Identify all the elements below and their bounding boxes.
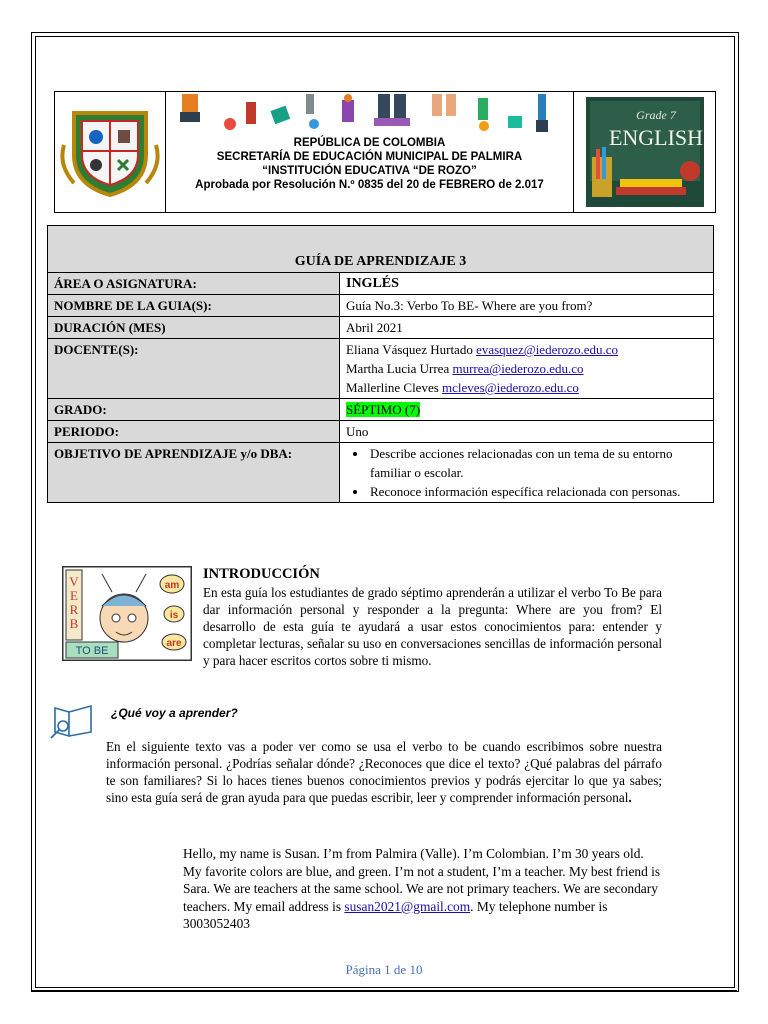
teachers-label: DOCENTE(S): xyxy=(48,339,340,399)
bubble-is: is xyxy=(169,610,179,621)
school-crest-icon xyxy=(60,105,160,199)
intro-title: INTRODUCCIÓN xyxy=(203,566,320,582)
header-line-1: REPÚBLICA DE COLOMBIA xyxy=(293,137,446,149)
institution-header xyxy=(54,91,716,213)
teacher-name: Mallerline Cleves xyxy=(346,380,439,395)
objective-item: • Reconoce información específica relacionada con personas. xyxy=(368,482,707,501)
open-book-icon xyxy=(47,702,95,740)
badge-subject: ENGLISH xyxy=(608,125,703,150)
bubble-am: am xyxy=(164,580,180,591)
objectives-cell xyxy=(340,443,714,503)
to-be-label: TO BE xyxy=(75,645,109,657)
duration-label: DURACIÓN (MES) xyxy=(48,317,340,339)
bubble-are: are xyxy=(166,638,182,649)
reading-text-after: . My telephone number is 3003052403 xyxy=(183,898,608,931)
guide-info-table xyxy=(47,225,714,503)
teacher-name: Eliana Vásquez Hurtado xyxy=(346,342,473,357)
header-line-4: Aprobada por Resolución N.º 0835 del 20 de FEBRERO de 2.017 xyxy=(195,179,544,191)
verb-letters: V E R B xyxy=(69,574,79,631)
learn-text-end: . xyxy=(628,790,632,805)
chalkboard-image xyxy=(586,97,704,207)
learn-text xyxy=(106,738,662,806)
period-value: Uno xyxy=(340,421,714,443)
school-crest xyxy=(55,92,166,212)
objective-label: OBJETIVO DE APRENDIZAJE y/o DBA: xyxy=(48,443,340,503)
guide-name-value: Guía No.3: Verbo To BE- Where are you from? xyxy=(340,295,714,317)
header-line-3: “INSTITUCIÓN EDUCATIVA “DE ROZO” xyxy=(262,165,477,177)
grade-label: GRADO: xyxy=(48,399,340,421)
area-label: ÁREA O ASIGNATURA: xyxy=(48,273,340,295)
intro-text: En esta guía los estudiantes de grado séptimo aprenderán a utilizar el verbo To Be para dar información personal y responder a la pregunta: Where are you from? El desarrollo de esta guía te ayudará a usar estos conocimientos para: entender y completar lecturas, señalar su uso en conversaciones sencillas de información personal y para hacer escritos cortos sobre ti mismo. xyxy=(203,585,662,668)
learn-title: ¿Qué voy a aprender? xyxy=(111,706,238,720)
learn-text-body: En el siguiente texto vas a poder ver como se usa el verbo to be cuando escribimos sobre nuestra información personal. ¿Podrías señalar dónde? ¿Reconoces que dice el texto? ¿Qué palabras del párrafo te son familiares? Si lo haces tienes buenos conocimientos previos y podrás ejercitar lo que ya sabes; sino esta guía será de gran ayuda para que puedas escribir, leer y comprender información personal xyxy=(106,739,662,805)
teacher-name: Martha Lucia Urrea xyxy=(346,361,450,376)
teacher-row xyxy=(346,378,707,397)
guide-name-label: NOMBRE DE LA GUIA(S): xyxy=(48,295,340,317)
page-border-bottom xyxy=(31,990,737,992)
grade-value: SÉPTIMO (7) xyxy=(346,402,421,417)
teacher-email-link[interactable]: evasquez@iederozo.edu.co xyxy=(476,342,618,357)
verb-to-be-illustration xyxy=(62,566,192,661)
page-number: Página 1 de 10 xyxy=(345,962,423,977)
period-label: PERIODO: xyxy=(48,421,340,443)
teacher-row xyxy=(346,359,707,378)
english-badge xyxy=(573,92,715,212)
teachers-list xyxy=(340,339,714,399)
header-line-2: SECRETARÍA DE EDUCACIÓN MUNICIPAL DE PALMIRA xyxy=(216,151,523,163)
objectives-list xyxy=(346,444,707,501)
objective-item: • Describe acciones relacionadas con un tema de su entorno familiar o escolar. xyxy=(368,444,707,482)
reading-paragraph xyxy=(183,845,663,933)
teacher-email-link[interactable]: murrea@iederozo.edu.co xyxy=(452,361,584,376)
duration-value: Abril 2021 xyxy=(340,317,714,339)
teacher-row xyxy=(346,340,707,359)
susan-email-link[interactable]: susan2021@gmail.com xyxy=(344,898,471,914)
children-illustration xyxy=(174,94,564,136)
guide-title: GUÍA DE APRENDIZAJE 3 xyxy=(48,226,714,273)
grade-cell xyxy=(340,399,714,421)
area-value: INGLÉS xyxy=(340,273,714,295)
badge-grade: Grade 7 xyxy=(635,108,676,122)
reading-text-before: Hello, my name is Susan. I’m from Palmira (Valle). I’m Colombian. I’m 30 years old. My favorite colors are blue, and green. I’m not a student, I’m a teacher. My best friend is Sara. We are teachers at the same school. We are not primary teachers. We are secondary teachers. My email address is xyxy=(183,846,661,914)
teacher-email-link[interactable]: mcleves@iederozo.edu.co xyxy=(442,380,579,395)
